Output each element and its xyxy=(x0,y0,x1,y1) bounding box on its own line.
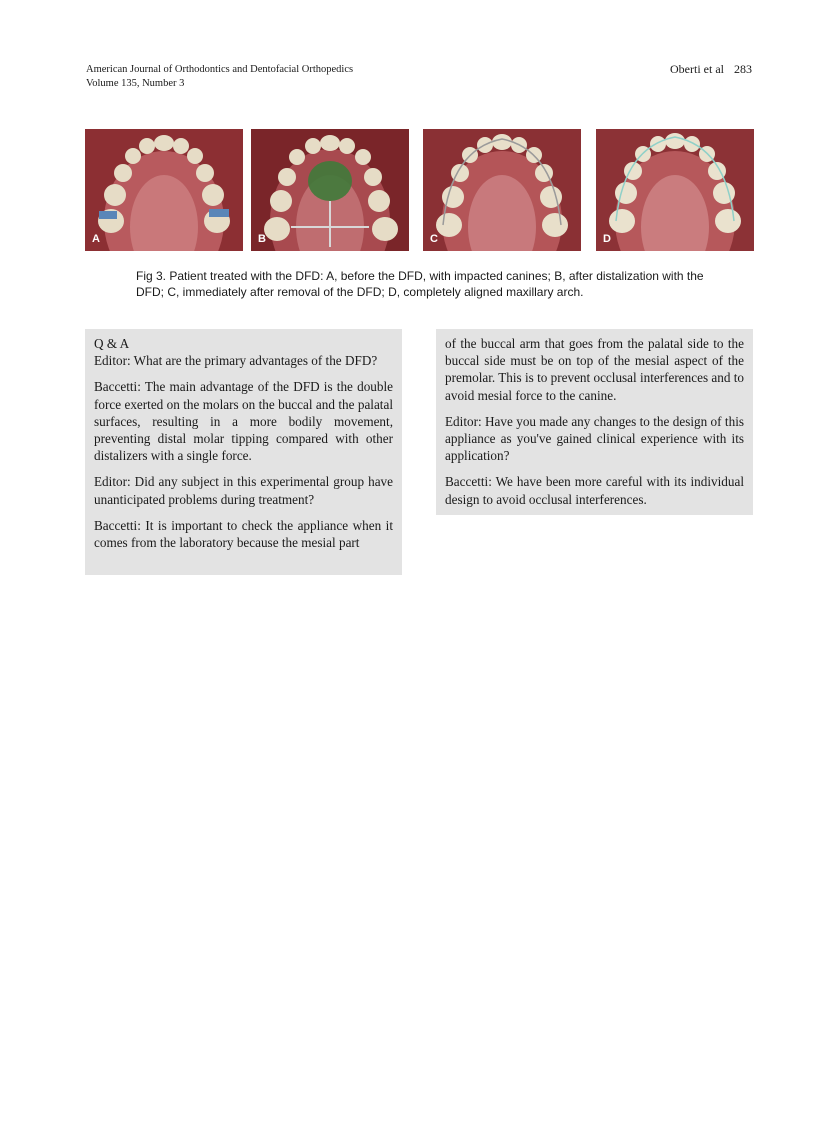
figure-3 xyxy=(85,129,754,251)
intraoral-photo-c xyxy=(423,129,581,251)
qa-paragraph: Editor: What are the primary advantages of the DFD? xyxy=(94,353,378,369)
running-header xyxy=(86,63,353,91)
figure-caption: Fig 3. Patient treated with the DFD: A, before the DFD, with impacted canines; B, after distalization with the DFD; C, immediately after removal of the DFD; D, completely aligned maxillary arch. xyxy=(136,269,704,299)
panel-label: A xyxy=(92,233,100,245)
figure-panel-c xyxy=(423,129,581,251)
intraoral-photo-a xyxy=(85,129,243,251)
figure-panel-b xyxy=(251,129,409,251)
qa-paragraph: Baccetti: We have been more careful with its individual design to avoid occlusal interferences. xyxy=(445,474,744,507)
figure-panel-a xyxy=(85,129,243,251)
qa-paragraph: Editor: Have you made any changes to the design of this appliance as you've gained clinical experience with its application? xyxy=(445,413,744,464)
panel-label: C xyxy=(430,233,438,245)
qa-paragraph: Editor: Did any subject in this experimental group have unanticipated problems during treatment? xyxy=(94,474,393,507)
journal-volume: Volume 135, Number 3 xyxy=(86,78,185,89)
author-line: Oberti et al xyxy=(670,62,724,76)
page-number: 283 xyxy=(734,62,752,76)
qa-box-left xyxy=(85,329,402,575)
panel-label: B xyxy=(258,233,266,245)
qa-paragraph: Baccetti: The main advantage of the DFD is the double force exerted on the molars on the buccal and the palatal surfaces, resulting in a more bodily movement, preventing distal molar tipping compared with other distalizers with a single force. xyxy=(94,379,393,464)
qa-heading: Q & A xyxy=(94,336,130,351)
page-header-right xyxy=(670,62,752,77)
intraoral-photo-d xyxy=(596,129,754,251)
intraoral-photo-b xyxy=(251,129,409,251)
qa-paragraph: Baccetti: It is important to check the appliance when it comes from the laboratory because the mesial part xyxy=(94,517,393,551)
journal-title: American Journal of Orthodontics and Dentofacial Orthopedics xyxy=(86,64,354,75)
figure-panel-d xyxy=(596,129,754,251)
panel-label: D xyxy=(603,233,611,245)
qa-paragraph: of the buccal arm that goes from the palatal side to the buccal side must be on top of the mesial aspect of the premolar. This is to prevent occlusal interferences and to avoid mesial force to the canine. xyxy=(445,336,744,403)
qa-box-right xyxy=(436,329,753,515)
